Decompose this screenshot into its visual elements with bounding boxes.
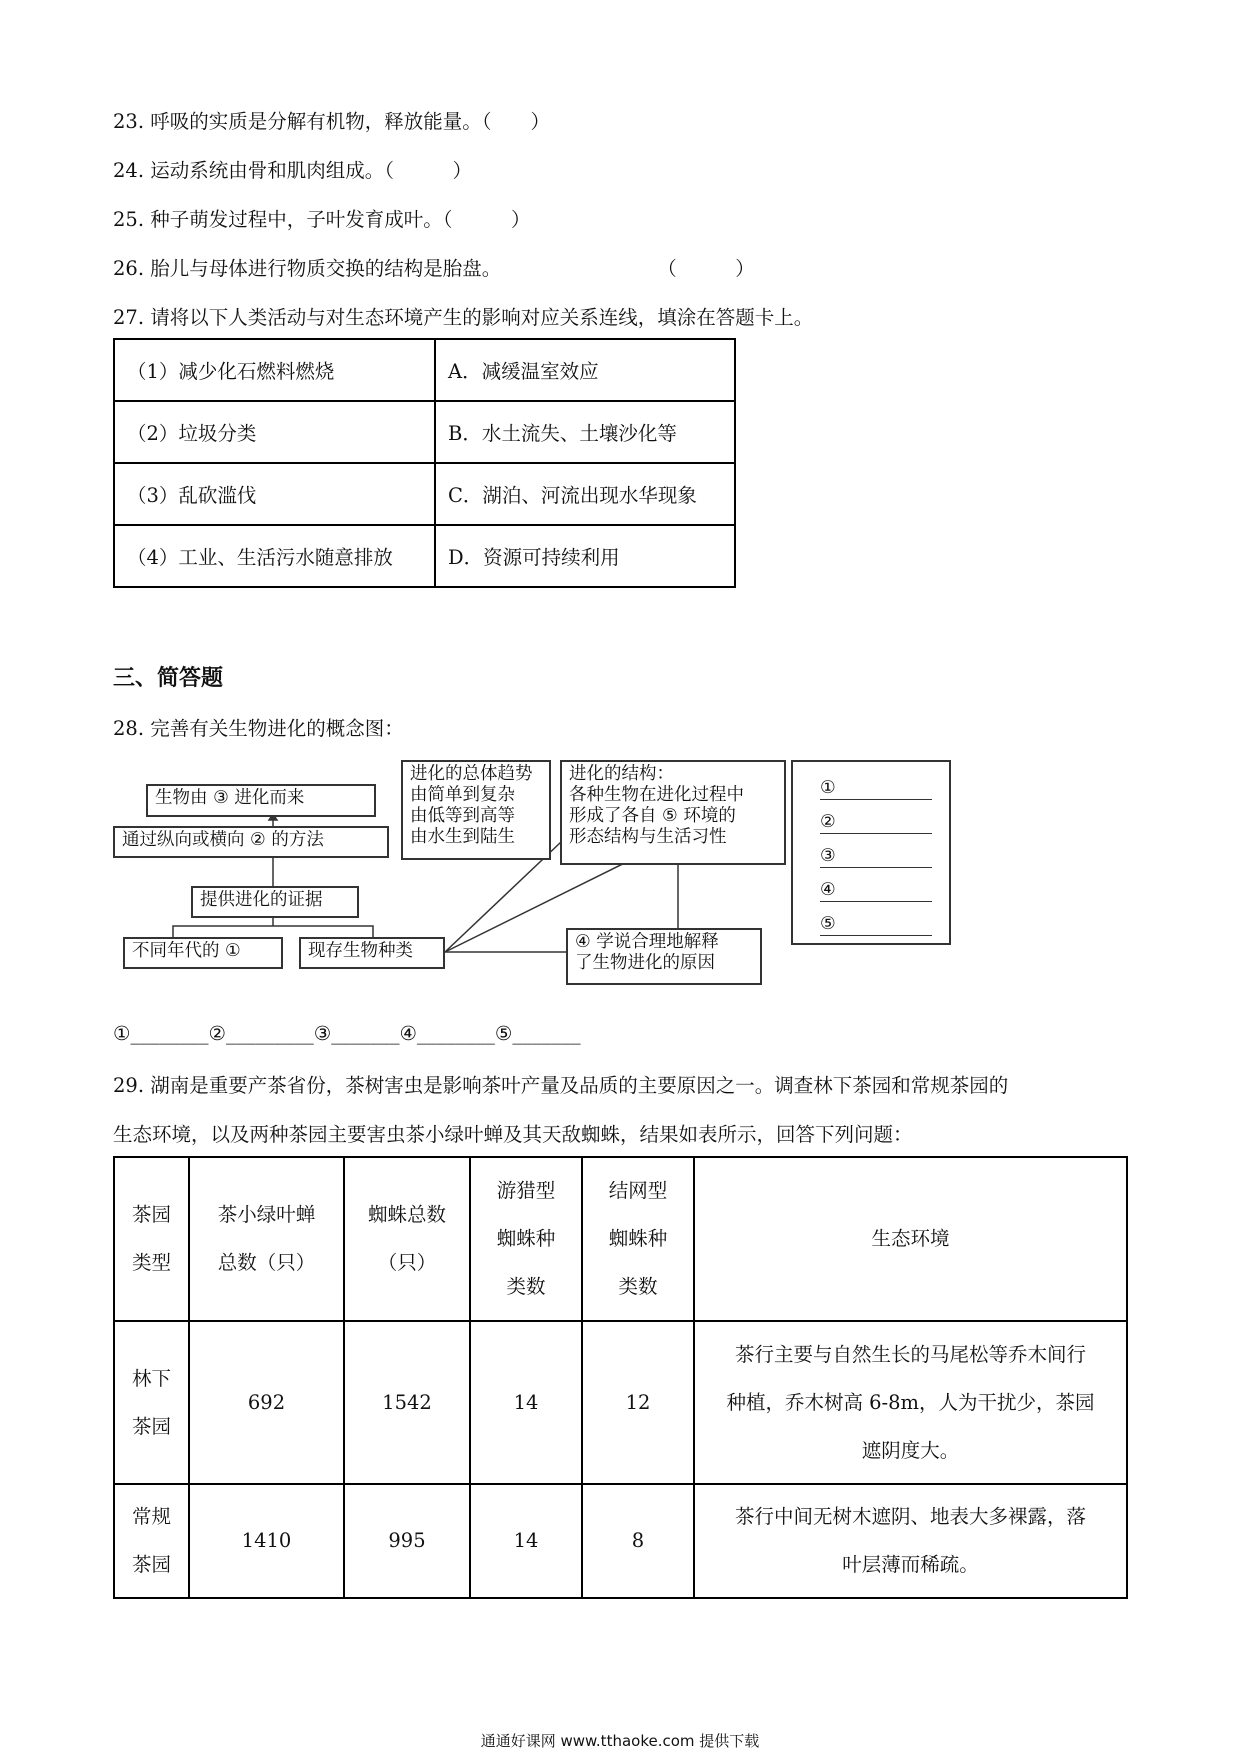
table-header-row <box>114 1157 1127 1321</box>
garden-type-cell: 林下 茶园 <box>114 1321 189 1484</box>
answer-blanks: ①________②_________③_______④________⑤_______ <box>113 1022 581 1045</box>
impact-cell: C．湖泊、河流出现水华现象 <box>435 463 735 525</box>
fossil-box: 不同年代的 ① <box>123 937 283 969</box>
section-heading: 三、简答题 <box>113 666 224 691</box>
leafhopper-count-cell: 1410 <box>189 1484 344 1598</box>
page-footer: 通通好课网 www.tthaoke.com 提供下载 <box>480 1732 760 1750</box>
blank-line: ① <box>820 778 932 800</box>
blank-line: ④ <box>820 880 932 902</box>
impact-cell: B．水土流失、土壤沙化等 <box>435 401 735 463</box>
header-cell: 结网型 蜘蛛种 类数 <box>582 1157 694 1321</box>
leafhopper-count-cell: 692 <box>189 1321 344 1484</box>
origin-box: 生物由 ③ 进化而来 <box>146 784 376 817</box>
table-row <box>114 339 735 401</box>
survey-table <box>113 1156 1128 1599</box>
blank-line: ③ <box>820 846 932 868</box>
header-cell: 生态环境 <box>694 1157 1127 1321</box>
structure-box: 进化的结构： 各种生物在进化过程中 形成了各自 ⑤ 环境的 形态结构与生活习性 <box>560 760 786 865</box>
activity-cell: （2）垃圾分类 <box>114 401 435 463</box>
question-25: 25. 种子萌发过程中，子叶发育成叶。（ ） <box>113 208 531 231</box>
hunting-species-cell: 14 <box>470 1484 582 1598</box>
header-cell: 游猎型 蜘蛛种 类数 <box>470 1157 582 1321</box>
environment-cell: 茶行中间无树木遮阴、地表大多裸露，落 叶层薄而稀疏。 <box>694 1484 1127 1598</box>
spider-count-cell: 995 <box>344 1484 470 1598</box>
question-28: 28. 完善有关生物进化的概念图： <box>113 717 404 740</box>
theory-box: ④ 学说合理地解释 了生物进化的原因 <box>566 928 762 985</box>
web-species-cell: 12 <box>582 1321 694 1484</box>
matching-table <box>113 338 736 588</box>
garden-type-cell: 常规 茶园 <box>114 1484 189 1598</box>
table-row <box>114 401 735 463</box>
evolution-concept-map <box>113 760 963 995</box>
blank-line: ② <box>820 812 932 834</box>
impact-cell: A．减缓温室效应 <box>435 339 735 401</box>
question-27: 27. 请将以下人类活动与对生态环境产生的影响对应关系连线，填涂在答题卡上。 <box>113 306 814 329</box>
table-row <box>114 1321 1127 1484</box>
activity-cell: （1）减少化石燃料燃烧 <box>114 339 435 401</box>
species-box: 现存生物种类 <box>299 937 445 969</box>
table-row <box>114 525 735 587</box>
activity-cell: （4）工业、生活污水随意排放 <box>114 525 435 587</box>
header-cell: 茶园 类型 <box>114 1157 189 1321</box>
question-23: 23. 呼吸的实质是分解有机物，释放能量。（ ） <box>113 110 550 133</box>
evidence-box: 提供进化的证据 <box>191 886 359 918</box>
header-cell: 蜘蛛总数 （只） <box>344 1157 470 1321</box>
environment-cell: 茶行主要与自然生长的马尾松等乔木间行 种植，乔木树高 6-8m，人为干扰少，茶园 遮阴度大。 <box>694 1321 1127 1484</box>
question-29-line1: 29. 湖南是重要产茶省份，茶树害虫是影响茶叶产量及品质的主要原因之一。调查林下茶园和常规茶园的 <box>113 1074 1009 1097</box>
method-box: 通过纵向或横向 ② 的方法 <box>113 826 389 858</box>
web-species-cell: 8 <box>582 1484 694 1598</box>
answer-card <box>791 760 951 945</box>
table-row <box>114 1484 1127 1598</box>
impact-cell: D．资源可持续利用 <box>435 525 735 587</box>
hunting-species-cell: 14 <box>470 1321 582 1484</box>
blank-line: ⑤ <box>820 914 932 936</box>
question-24: 24. 运动系统由骨和肌肉组成。（ ） <box>113 159 472 182</box>
question-26: 26. 胎儿与母体进行物质交换的结构是胎盘。 （ ） <box>113 257 755 280</box>
activity-cell: （3）乱砍滥伐 <box>114 463 435 525</box>
trend-box: 进化的总体趋势 由简单到复杂 由低等到高等 由水生到陆生 <box>401 760 551 860</box>
spider-count-cell: 1542 <box>344 1321 470 1484</box>
question-29-line2: 生态环境，以及两种茶园主要害虫茶小绿叶蝉及其天敌蜘蛛，结果如表所示，回答下列问题： <box>113 1123 913 1146</box>
header-cell: 茶小绿叶蝉 总数（只） <box>189 1157 344 1321</box>
table-row <box>114 463 735 525</box>
